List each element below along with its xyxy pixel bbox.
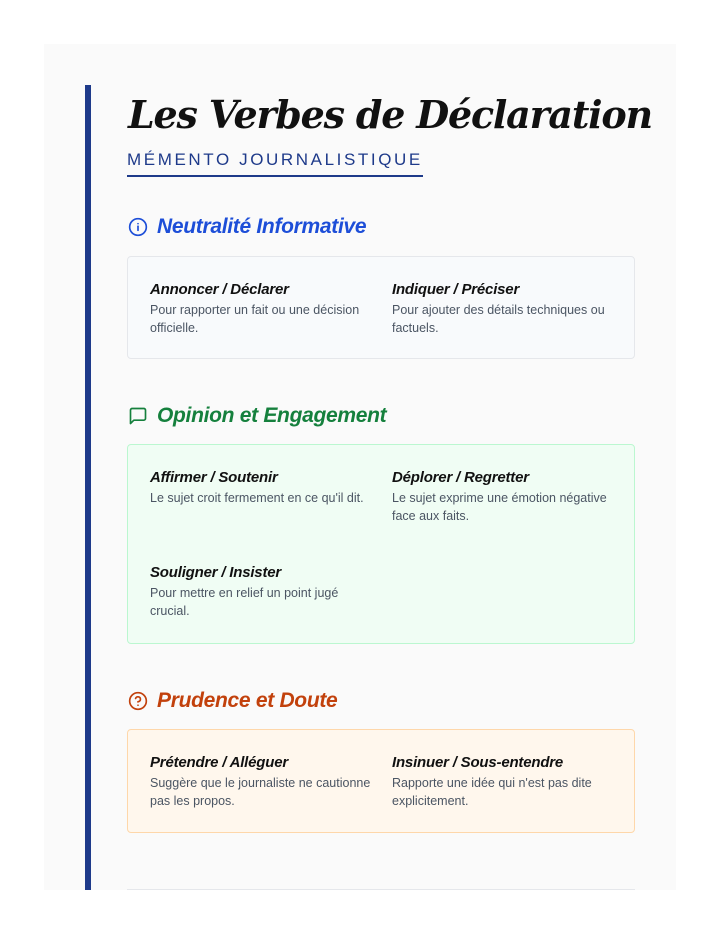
verb-description: Pour ajouter des détails techniques ou factuels. (392, 303, 605, 335)
footer-divider (127, 889, 635, 890)
verb-description: Le sujet exprime une émotion négative face aux faits. (392, 491, 607, 523)
page-sheet (44, 44, 676, 890)
verb-term: Insinuer / Sous-entendre (392, 754, 564, 771)
section-title: Neutralité Informative (157, 215, 367, 238)
verb-term: Déplorer / Regretter (392, 469, 529, 486)
verb-term: Prétendre / Alléguer (150, 754, 288, 771)
verb-description: Pour mettre en relief un point jugé crucial. (150, 586, 339, 618)
verb-entry (150, 564, 376, 620)
verb-term: Indiquer / Préciser (392, 281, 520, 298)
verb-entry (392, 754, 618, 810)
verb-term: Annoncer / Déclarer (150, 281, 289, 298)
question-icon (127, 690, 149, 712)
verb-entry (150, 754, 376, 810)
section-card-prudence (127, 729, 635, 833)
page-title: Les Verbes de Déclaration (128, 92, 652, 137)
message-icon (127, 405, 149, 427)
info-icon (127, 216, 149, 238)
verb-description: Rapporte une idée qui n'est pas dite explicitement. (392, 776, 592, 808)
left-accent-bar (85, 85, 91, 890)
verb-description: Le sujet croit fermement en ce qu'il dit. (150, 491, 364, 505)
section-opinion-header (127, 404, 386, 428)
verb-term: Souligner / Insister (150, 564, 282, 581)
section-title: Prudence et Doute (157, 689, 338, 712)
verb-entry (150, 469, 376, 507)
page-subtitle: MÉMENTO JOURNALISTIQUE (127, 150, 423, 177)
verb-description: Suggère que le journaliste ne cautionne pas les propos. (150, 776, 371, 808)
section-neutralite-header (127, 215, 366, 239)
section-prudence-header (127, 689, 337, 713)
verb-entry (150, 281, 376, 337)
verb-entry (392, 281, 618, 337)
section-title: Opinion et Engagement (157, 404, 387, 427)
section-card-neutralite (127, 256, 635, 359)
verb-term: Affirmer / Soutenir (150, 469, 278, 486)
verb-entry (392, 469, 618, 525)
section-card-opinion (127, 444, 635, 644)
verb-description: Pour rapporter un fait ou une décision officielle. (150, 303, 360, 335)
